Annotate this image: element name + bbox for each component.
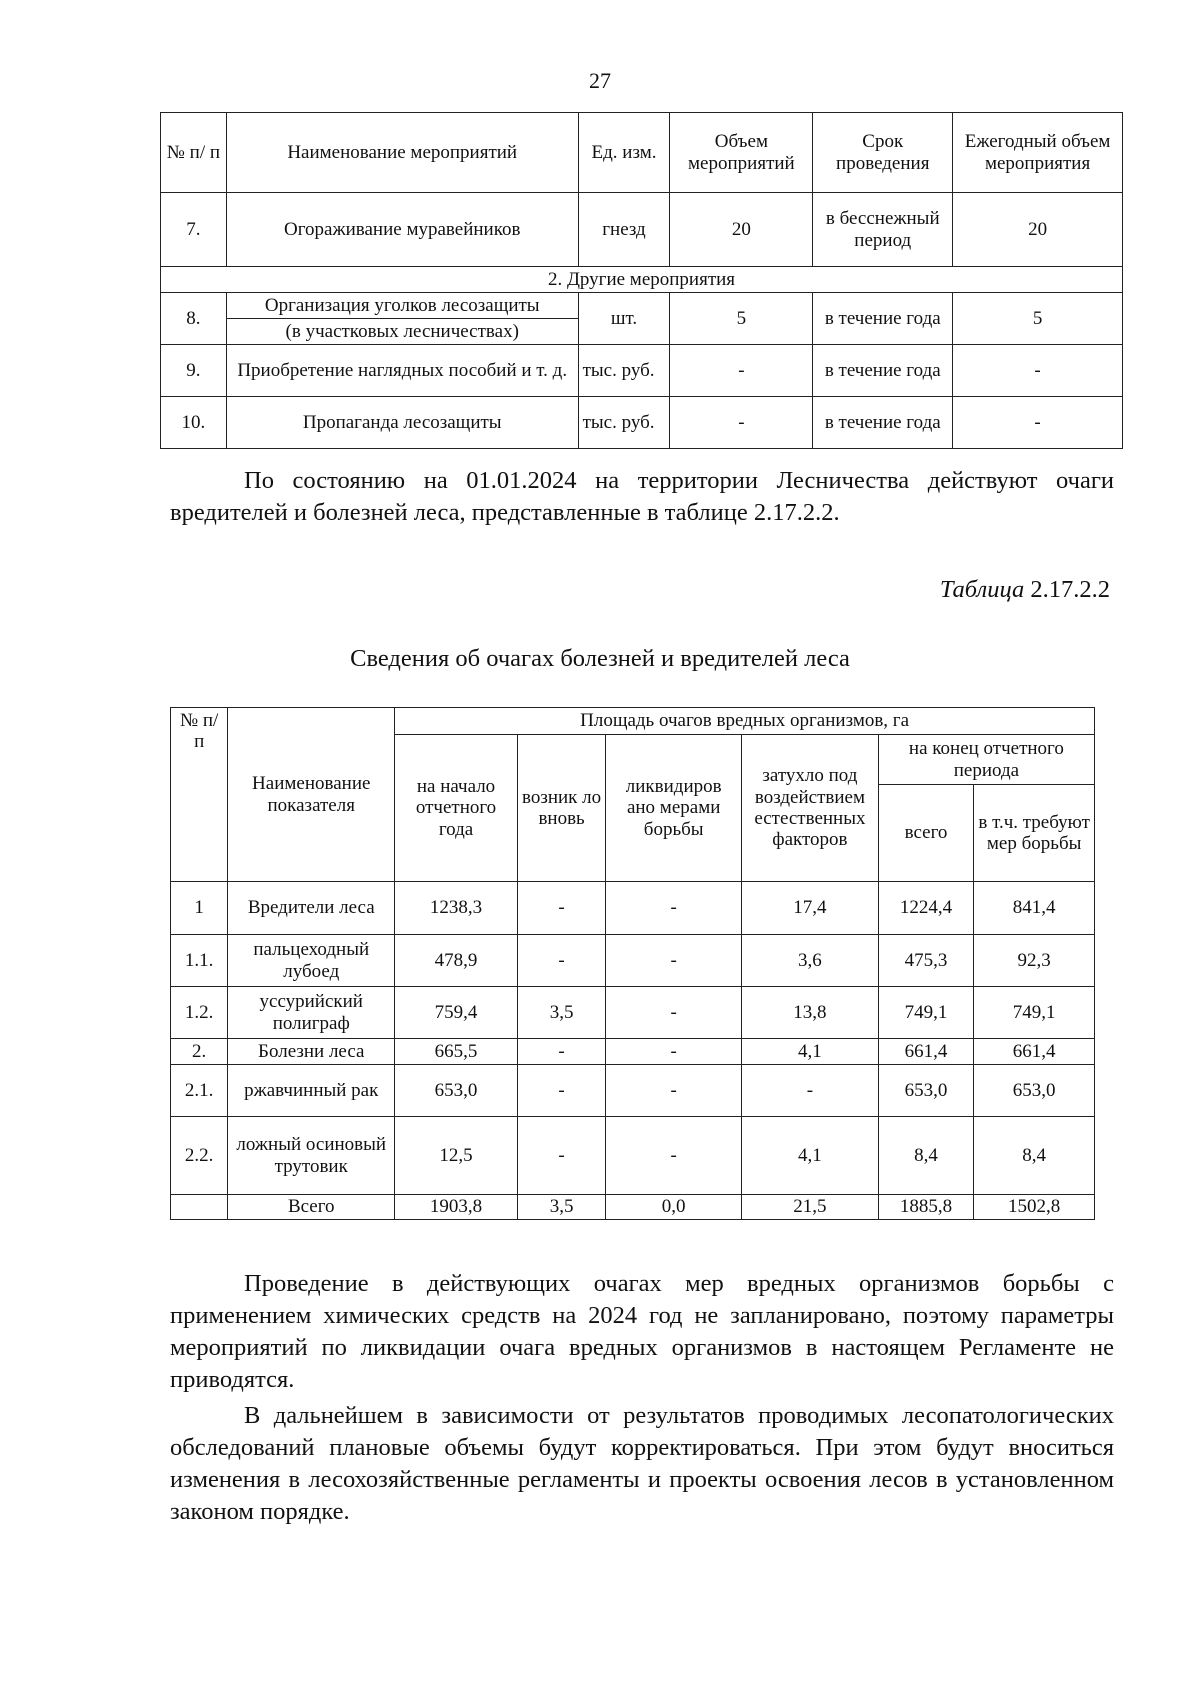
header-term: Срок проведения — [813, 113, 953, 193]
cell-num: 2. — [171, 1039, 228, 1065]
cell-name: Организация уголков лесозащиты — [226, 293, 578, 319]
paragraph-status — [170, 465, 1114, 529]
cell-volume: 20 — [670, 193, 813, 267]
cell-start: 665,5 — [395, 1039, 518, 1065]
cell-term: в течение года — [813, 397, 953, 449]
paragraph-chemical — [170, 1268, 1114, 1396]
cell-faded: 4,1 — [742, 1117, 879, 1195]
cell-volume: 5 — [670, 293, 813, 345]
cell-need: 749,1 — [974, 987, 1095, 1039]
cell-new: 3,5 — [517, 987, 605, 1039]
cell-name: Всего — [228, 1195, 395, 1220]
cell-new: - — [517, 1065, 605, 1117]
cell-total: 653,0 — [878, 1065, 974, 1117]
cell-volume: - — [670, 345, 813, 397]
page-number: 27 — [589, 68, 611, 93]
cell-annual: 20 — [953, 193, 1123, 267]
cell-num: 2.1. — [171, 1065, 228, 1117]
paragraph-text: Проведение в действующих очагах мер вредных организмов борьбы с применением химических средств на 2024 год не запланировано, поэтому параметры мероприятий по ликвидации очага вредных организмов в настоящем Регламенте не приводятся. — [170, 1270, 1114, 1393]
section-title: 2. Другие мероприятия — [161, 267, 1123, 293]
cell-need: 661,4 — [974, 1039, 1095, 1065]
cell-unit: гнезд — [578, 193, 670, 267]
header-end-group: на конец отчетного периода — [878, 735, 1094, 785]
paragraph-text: По состоянию на 01.01.2024 на территории Лесничества действуют очаги вредителей и болезней леса, представленные в таблице 2.17.2.2. — [170, 467, 1114, 526]
cell-start: 12,5 — [395, 1117, 518, 1195]
header-name: Наименование показателя — [228, 708, 395, 882]
cell-num: 7. — [161, 193, 227, 267]
cell-liquidated: - — [606, 1065, 742, 1117]
cell-liquidated: 0,0 — [606, 1195, 742, 1220]
header-faded: затухло под воздействием естественных факторов — [742, 735, 879, 882]
header-area-group: Площадь очагов вредных организмов, га — [395, 708, 1095, 735]
cell-total: 749,1 — [878, 987, 974, 1039]
header-name: Наименование мероприятий — [226, 113, 578, 193]
cell-total: 661,4 — [878, 1039, 974, 1065]
table-caption — [940, 576, 1110, 604]
cell-annual: - — [953, 345, 1123, 397]
cell-need: 92,3 — [974, 935, 1095, 987]
table-total-row — [171, 1195, 1095, 1220]
table-row — [171, 935, 1095, 987]
table-header-row — [171, 708, 1095, 735]
cell-new: - — [517, 882, 605, 935]
cell-num: 2.2. — [171, 1117, 228, 1195]
cell-name: ложный осиновый трутовик — [228, 1117, 395, 1195]
cell-unit: тыс. руб. — [578, 397, 670, 449]
cell-num: 1.1. — [171, 935, 228, 987]
header-liquidated: ликвидиров ано мерами борьбы — [606, 735, 742, 882]
cell-need: 841,4 — [974, 882, 1095, 935]
table-title: Сведения об очагах болезней и вредителей леса — [350, 645, 850, 672]
paragraph-future — [170, 1400, 1114, 1528]
cell-need: 8,4 — [974, 1117, 1095, 1195]
cell-name: пальцеходный лубоед — [228, 935, 395, 987]
cell-num: 1.2. — [171, 987, 228, 1039]
cell-term: в течение года — [813, 345, 953, 397]
caption-word: Таблица — [939, 576, 1025, 603]
caption-number: 2.17.2.2 — [1030, 576, 1110, 603]
header-volume: Объем мероприятий — [670, 113, 813, 193]
measures-table — [160, 112, 1123, 449]
cell-num: 8. — [161, 293, 227, 345]
header-end-need: в т.ч. требуют мер борьбы — [974, 785, 1095, 882]
cell-name: (в участковых лесничествах) — [226, 319, 578, 345]
cell-liquidated: - — [606, 987, 742, 1039]
cell-new: - — [517, 1117, 605, 1195]
table-row — [171, 987, 1095, 1039]
cell-name: Огораживание муравейников — [226, 193, 578, 267]
cell-faded: 21,5 — [742, 1195, 879, 1220]
cell-liquidated: - — [606, 1039, 742, 1065]
cell-liquidated: - — [606, 1117, 742, 1195]
table-row — [161, 397, 1123, 449]
cell-num: 9. — [161, 345, 227, 397]
cell-volume: - — [670, 397, 813, 449]
cell-faded: - — [742, 1065, 879, 1117]
table-row — [171, 1065, 1095, 1117]
cell-start: 478,9 — [395, 935, 518, 987]
table-row — [171, 882, 1095, 935]
cell-start: 1903,8 — [395, 1195, 518, 1220]
cell-name: Вредители леса — [228, 882, 395, 935]
cell-liquidated: - — [606, 882, 742, 935]
table-row — [161, 293, 1123, 319]
cell-total: 1885,8 — [878, 1195, 974, 1220]
header-end-total: всего — [878, 785, 974, 882]
section-row — [161, 267, 1123, 293]
cell-new: - — [517, 935, 605, 987]
cell-faded: 4,1 — [742, 1039, 879, 1065]
table-row — [161, 345, 1123, 397]
cell-num: 10. — [161, 397, 227, 449]
cell-total: 475,3 — [878, 935, 974, 987]
cell-total: 8,4 — [878, 1117, 974, 1195]
cell-start: 759,4 — [395, 987, 518, 1039]
cell-name: уссурийский полиграф — [228, 987, 395, 1039]
cell-need: 653,0 — [974, 1065, 1095, 1117]
cell-name: Приобретение наглядных пособий и т. д. — [226, 345, 578, 397]
cell-total: 1224,4 — [878, 882, 974, 935]
cell-unit: тыс. руб. — [578, 345, 670, 397]
cell-term: в течение года — [813, 293, 953, 345]
cell-new: 3,5 — [517, 1195, 605, 1220]
cell-new: - — [517, 1039, 605, 1065]
cell-faded: 17,4 — [742, 882, 879, 935]
header-num: № п/ п — [161, 113, 227, 193]
header-num: № п/п — [171, 708, 228, 882]
paragraph-text: В дальнейшем в зависимости от результатов проводимых лесопатологических обследований плановые объемы будут корректироваться. При этом будут вноситься изменения в лесохозяйственные регламенты и проекты освоения лесов в установленном законом порядке. — [170, 1402, 1114, 1525]
cell-need: 1502,8 — [974, 1195, 1095, 1220]
cell-faded: 13,8 — [742, 987, 879, 1039]
cell-annual: - — [953, 397, 1123, 449]
cell-term: в бесснежный период — [813, 193, 953, 267]
cell-start: 1238,3 — [395, 882, 518, 935]
header-start: на начало отчетного года — [395, 735, 518, 882]
cell-name: Болезни леса — [228, 1039, 395, 1065]
header-unit: Ед. изм. — [578, 113, 670, 193]
cell-unit: шт. — [578, 293, 670, 345]
table-row — [161, 193, 1123, 267]
cell-name: ржавчинный рак — [228, 1065, 395, 1117]
cell-start: 653,0 — [395, 1065, 518, 1117]
header-new: возник ло вновь — [517, 735, 605, 882]
table-header-row — [161, 113, 1123, 193]
foci-table — [170, 707, 1095, 1220]
table-row — [171, 1039, 1095, 1065]
cell-name: Пропаганда лесозащиты — [226, 397, 578, 449]
table-row — [171, 1117, 1095, 1195]
cell-annual: 5 — [953, 293, 1123, 345]
cell-faded: 3,6 — [742, 935, 879, 987]
header-annual: Ежегодный объем мероприятия — [953, 113, 1123, 193]
cell-num — [171, 1195, 228, 1220]
cell-num: 1 — [171, 882, 228, 935]
cell-liquidated: - — [606, 935, 742, 987]
